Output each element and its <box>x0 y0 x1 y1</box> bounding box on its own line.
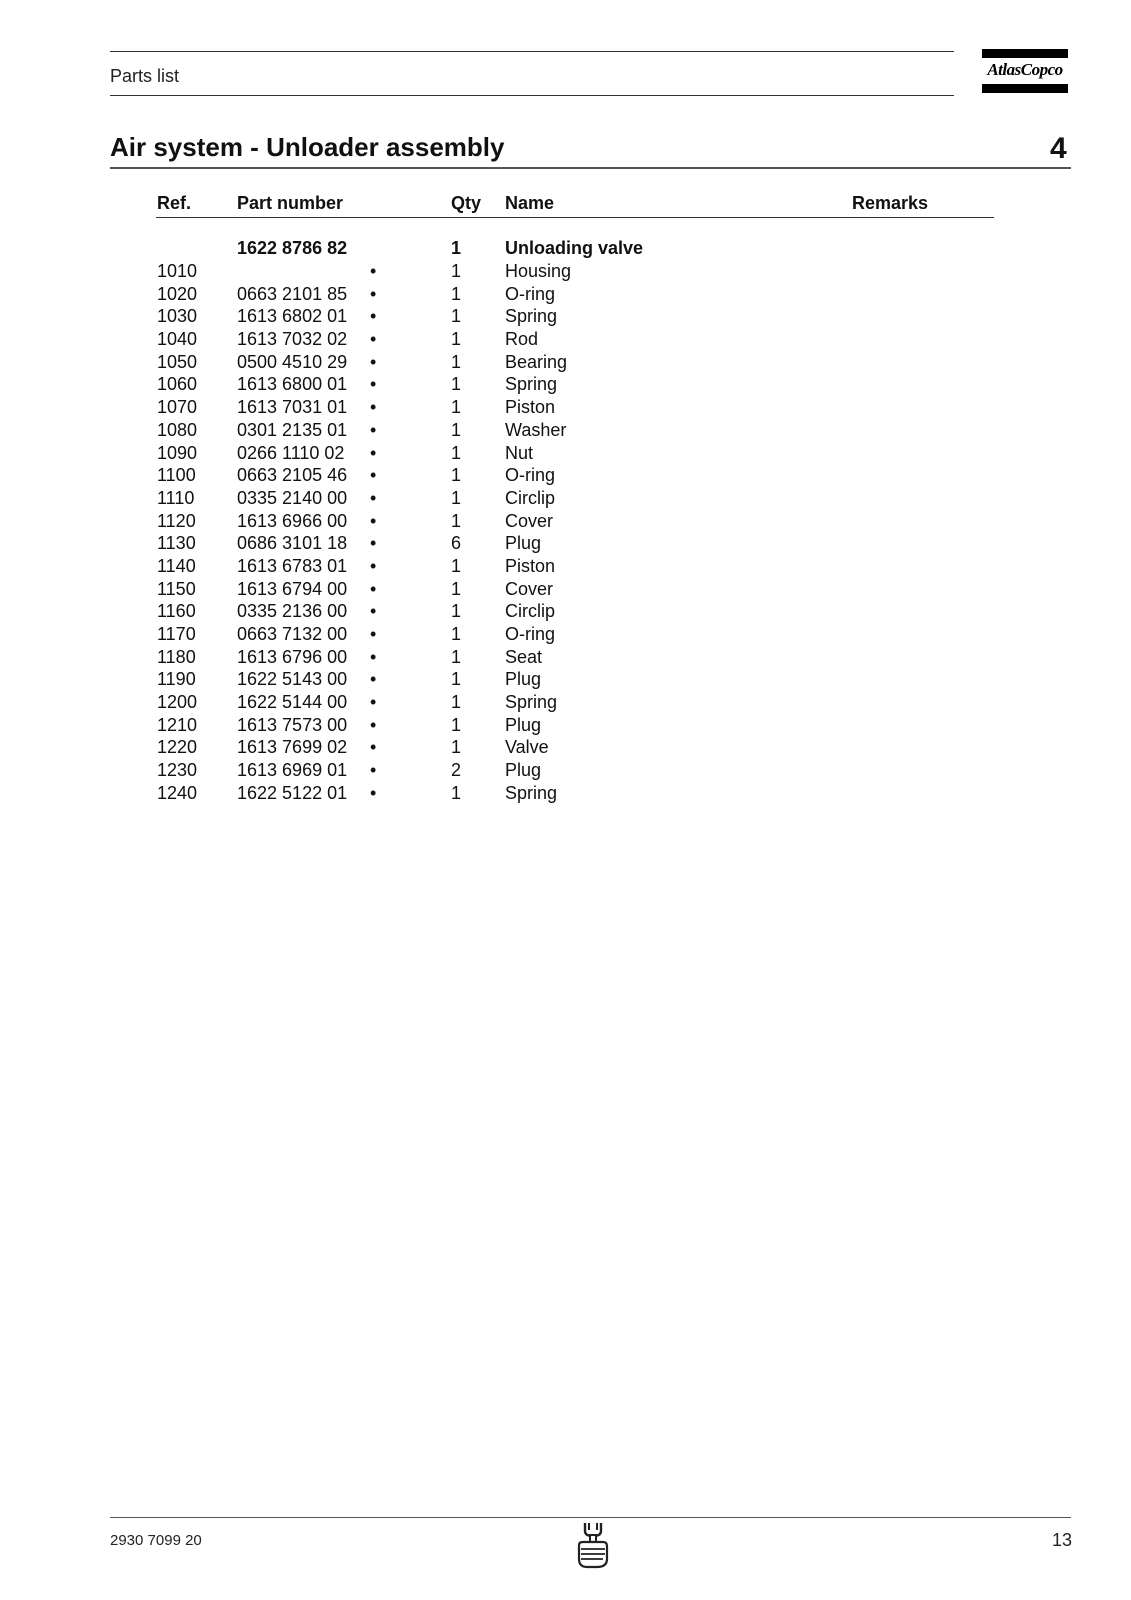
row-part-number: 0301 2135 01 <box>237 419 348 440</box>
row-part-number: 1613 7032 02 <box>237 329 348 350</box>
row-part-number: 1613 6966 00 <box>237 510 348 531</box>
row-part-number: 0266 1110 02 <box>237 442 345 463</box>
row-name: Rod <box>505 329 539 350</box>
header-bottom-rule <box>110 95 954 96</box>
table-row <box>0 737 1131 760</box>
row-ref: 1140 <box>157 555 196 576</box>
row-ref: 1100 <box>157 465 196 486</box>
table-row <box>0 533 1131 556</box>
section-number: 4 <box>1050 132 1067 165</box>
row-kit-marker: • <box>370 714 377 735</box>
row-kit-marker: • <box>370 782 377 803</box>
row-name: Seat <box>505 646 543 667</box>
row-name: Plug <box>505 533 542 554</box>
table-row <box>0 374 1131 397</box>
row-kit-marker: • <box>370 306 377 327</box>
row-ref: 1190 <box>157 669 196 690</box>
row-kit-marker: • <box>370 487 377 508</box>
table-row <box>0 397 1131 420</box>
row-ref: 1220 <box>157 737 198 758</box>
brand-logo <box>982 49 1068 93</box>
row-part-number: 1613 6794 00 <box>237 578 348 599</box>
row-kit-marker: • <box>370 283 377 304</box>
row-ref: 1030 <box>157 306 198 327</box>
column-header-remarks: Remarks <box>852 193 929 213</box>
row-qty: 2 <box>451 760 462 781</box>
row-name: Housing <box>505 261 572 281</box>
row-part-number: 1613 7031 01 <box>237 397 348 418</box>
row-name: Spring <box>505 306 558 327</box>
row-qty: 1 <box>451 442 462 463</box>
logo-bar-top <box>982 49 1068 58</box>
row-qty: 1 <box>451 714 462 735</box>
row-part-number: 1613 6796 00 <box>237 646 348 667</box>
table-header-rule <box>156 217 994 218</box>
row-ref: 1110 <box>157 487 195 508</box>
row-name: Cover <box>505 510 554 531</box>
logo-text: AtlasCopco <box>987 60 1063 79</box>
row-name: Spring <box>505 692 558 713</box>
wrench-hand-icon <box>573 1521 613 1569</box>
row-part-number: 1622 5143 00 <box>237 669 348 690</box>
row-part-number: 1613 6783 01 <box>237 555 348 576</box>
row-ref: 1150 <box>157 578 196 599</box>
row-qty: 1 <box>451 487 462 508</box>
row-qty: 1 <box>451 283 462 304</box>
assembly-name: Unloading valve <box>505 238 644 258</box>
row-qty: 1 <box>451 624 462 644</box>
row-name: Piston <box>505 397 556 418</box>
row-kit-marker: • <box>370 555 377 576</box>
row-kit-marker: • <box>370 760 377 781</box>
row-name: O-ring <box>505 465 556 486</box>
column-header-name: Name <box>505 193 555 213</box>
row-ref: 1120 <box>157 510 196 531</box>
row-ref: 1080 <box>157 419 198 440</box>
row-qty: 1 <box>451 669 462 690</box>
row-name: Circlip <box>505 601 556 622</box>
table-row <box>0 669 1131 692</box>
table-row <box>0 511 1131 534</box>
row-part-number: 1613 7699 02 <box>237 737 348 758</box>
header-top-rule <box>110 51 954 52</box>
row-qty: 1 <box>451 737 462 758</box>
row-qty: 1 <box>451 351 462 372</box>
row-kit-marker: • <box>370 601 377 622</box>
row-kit-marker: • <box>370 465 377 486</box>
row-ref: 1060 <box>157 374 198 395</box>
parts-table-header <box>0 193 1131 217</box>
table-row <box>0 783 1131 806</box>
row-name: O-ring <box>505 283 556 304</box>
table-row <box>0 760 1131 783</box>
row-qty: 1 <box>451 692 462 713</box>
logo-bar-bottom <box>982 84 1068 93</box>
column-header-qty: Qty <box>451 193 482 213</box>
table-row <box>0 624 1131 647</box>
row-part-number: 1613 6969 01 <box>237 760 348 781</box>
table-row <box>0 261 1131 284</box>
row-ref: 1170 <box>157 624 196 644</box>
row-part-number: 1613 6800 01 <box>237 374 348 395</box>
row-kit-marker: • <box>370 419 377 440</box>
row-qty: 1 <box>451 510 462 531</box>
row-part-number: 0686 3101 18 <box>237 533 348 554</box>
assembly-qty: 1 <box>451 238 462 258</box>
row-part-number: 1622 5144 00 <box>237 692 348 713</box>
row-name: Washer <box>505 419 567 440</box>
page-number: 13 <box>1052 1530 1073 1550</box>
section-rule <box>110 167 1071 169</box>
row-kit-marker: • <box>370 397 377 418</box>
document-number: 2930 7099 20 <box>110 1532 202 1549</box>
row-kit-marker: • <box>370 669 377 690</box>
row-qty: 1 <box>451 374 462 395</box>
row-kit-marker: • <box>370 692 377 713</box>
row-ref: 1130 <box>157 533 196 554</box>
table-row <box>0 284 1131 307</box>
row-ref: 1040 <box>157 329 198 350</box>
column-header-ref: Ref. <box>157 193 192 213</box>
row-ref: 1180 <box>157 646 196 667</box>
row-part-number: 1622 5122 01 <box>237 782 348 803</box>
row-qty: 1 <box>451 261 462 281</box>
parts-table-body <box>0 261 1131 806</box>
row-name: Piston <box>505 555 556 576</box>
row-qty: 1 <box>451 782 462 803</box>
row-ref: 1160 <box>157 601 196 622</box>
row-name: Valve <box>505 737 549 758</box>
row-kit-marker: • <box>370 533 377 554</box>
row-ref: 1020 <box>157 283 198 304</box>
assembly-row <box>0 238 1131 260</box>
row-qty: 1 <box>451 555 462 576</box>
row-qty: 1 <box>451 646 462 667</box>
table-row <box>0 465 1131 488</box>
table-row <box>0 352 1131 375</box>
row-ref: 1050 <box>157 351 198 372</box>
row-ref: 1230 <box>157 760 198 781</box>
row-ref: 1070 <box>157 397 198 418</box>
row-qty: 1 <box>451 419 462 440</box>
row-ref: 1200 <box>157 692 198 713</box>
row-name: Spring <box>505 782 558 803</box>
table-row <box>0 329 1131 352</box>
row-name: Plug <box>505 669 542 690</box>
row-kit-marker: • <box>370 442 377 463</box>
row-part-number: 0663 7132 00 <box>237 624 348 644</box>
table-row <box>0 556 1131 579</box>
table-row <box>0 306 1131 329</box>
table-row <box>0 579 1131 602</box>
table-row <box>0 647 1131 670</box>
table-row <box>0 443 1131 466</box>
row-kit-marker: • <box>370 261 377 281</box>
row-kit-marker: • <box>370 329 377 350</box>
table-row <box>0 692 1131 715</box>
row-name: Plug <box>505 714 542 735</box>
row-part-number: 0663 2105 46 <box>237 465 348 486</box>
table-row <box>0 420 1131 443</box>
row-part-number: 0500 4510 29 <box>237 351 348 372</box>
row-part-number: 1613 7573 00 <box>237 714 348 735</box>
row-kit-marker: • <box>370 578 377 599</box>
row-part-number: 0663 2101 85 <box>237 283 348 304</box>
row-name: Cover <box>505 578 554 599</box>
row-ref: 1010 <box>157 261 198 281</box>
header-label: Parts list <box>110 66 180 86</box>
row-qty: 1 <box>451 306 462 327</box>
row-kit-marker: • <box>370 624 377 644</box>
row-kit-marker: • <box>370 374 377 395</box>
row-kit-marker: • <box>370 646 377 667</box>
assembly-part-number: 1622 8786 82 <box>237 238 348 258</box>
row-name: O-ring <box>505 624 556 644</box>
row-qty: 1 <box>451 601 462 622</box>
row-part-number: 1613 6802 01 <box>237 306 348 327</box>
column-header-part-number: Part number <box>237 193 344 213</box>
row-kit-marker: • <box>370 351 377 372</box>
row-name: Bearing <box>505 351 568 372</box>
footer-rule <box>110 1517 1071 1518</box>
row-qty: 1 <box>451 397 462 418</box>
row-qty: 1 <box>451 465 462 486</box>
row-name: Spring <box>505 374 558 395</box>
row-part-number: 0335 2140 00 <box>237 487 348 508</box>
row-name: Plug <box>505 760 542 781</box>
row-part-number: 0335 2136 00 <box>237 601 348 622</box>
row-qty: 1 <box>451 329 462 350</box>
row-ref: 1210 <box>157 714 198 735</box>
table-row <box>0 488 1131 511</box>
row-qty: 1 <box>451 578 462 599</box>
row-name: Nut <box>505 442 534 463</box>
table-row <box>0 715 1131 738</box>
row-kit-marker: • <box>370 510 377 531</box>
row-name: Circlip <box>505 487 556 508</box>
row-kit-marker: • <box>370 737 377 758</box>
row-ref: 1240 <box>157 782 198 803</box>
row-qty: 6 <box>451 533 462 554</box>
row-ref: 1090 <box>157 442 198 463</box>
section-title: Air system - Unloader assembly <box>110 132 505 162</box>
table-row <box>0 601 1131 624</box>
